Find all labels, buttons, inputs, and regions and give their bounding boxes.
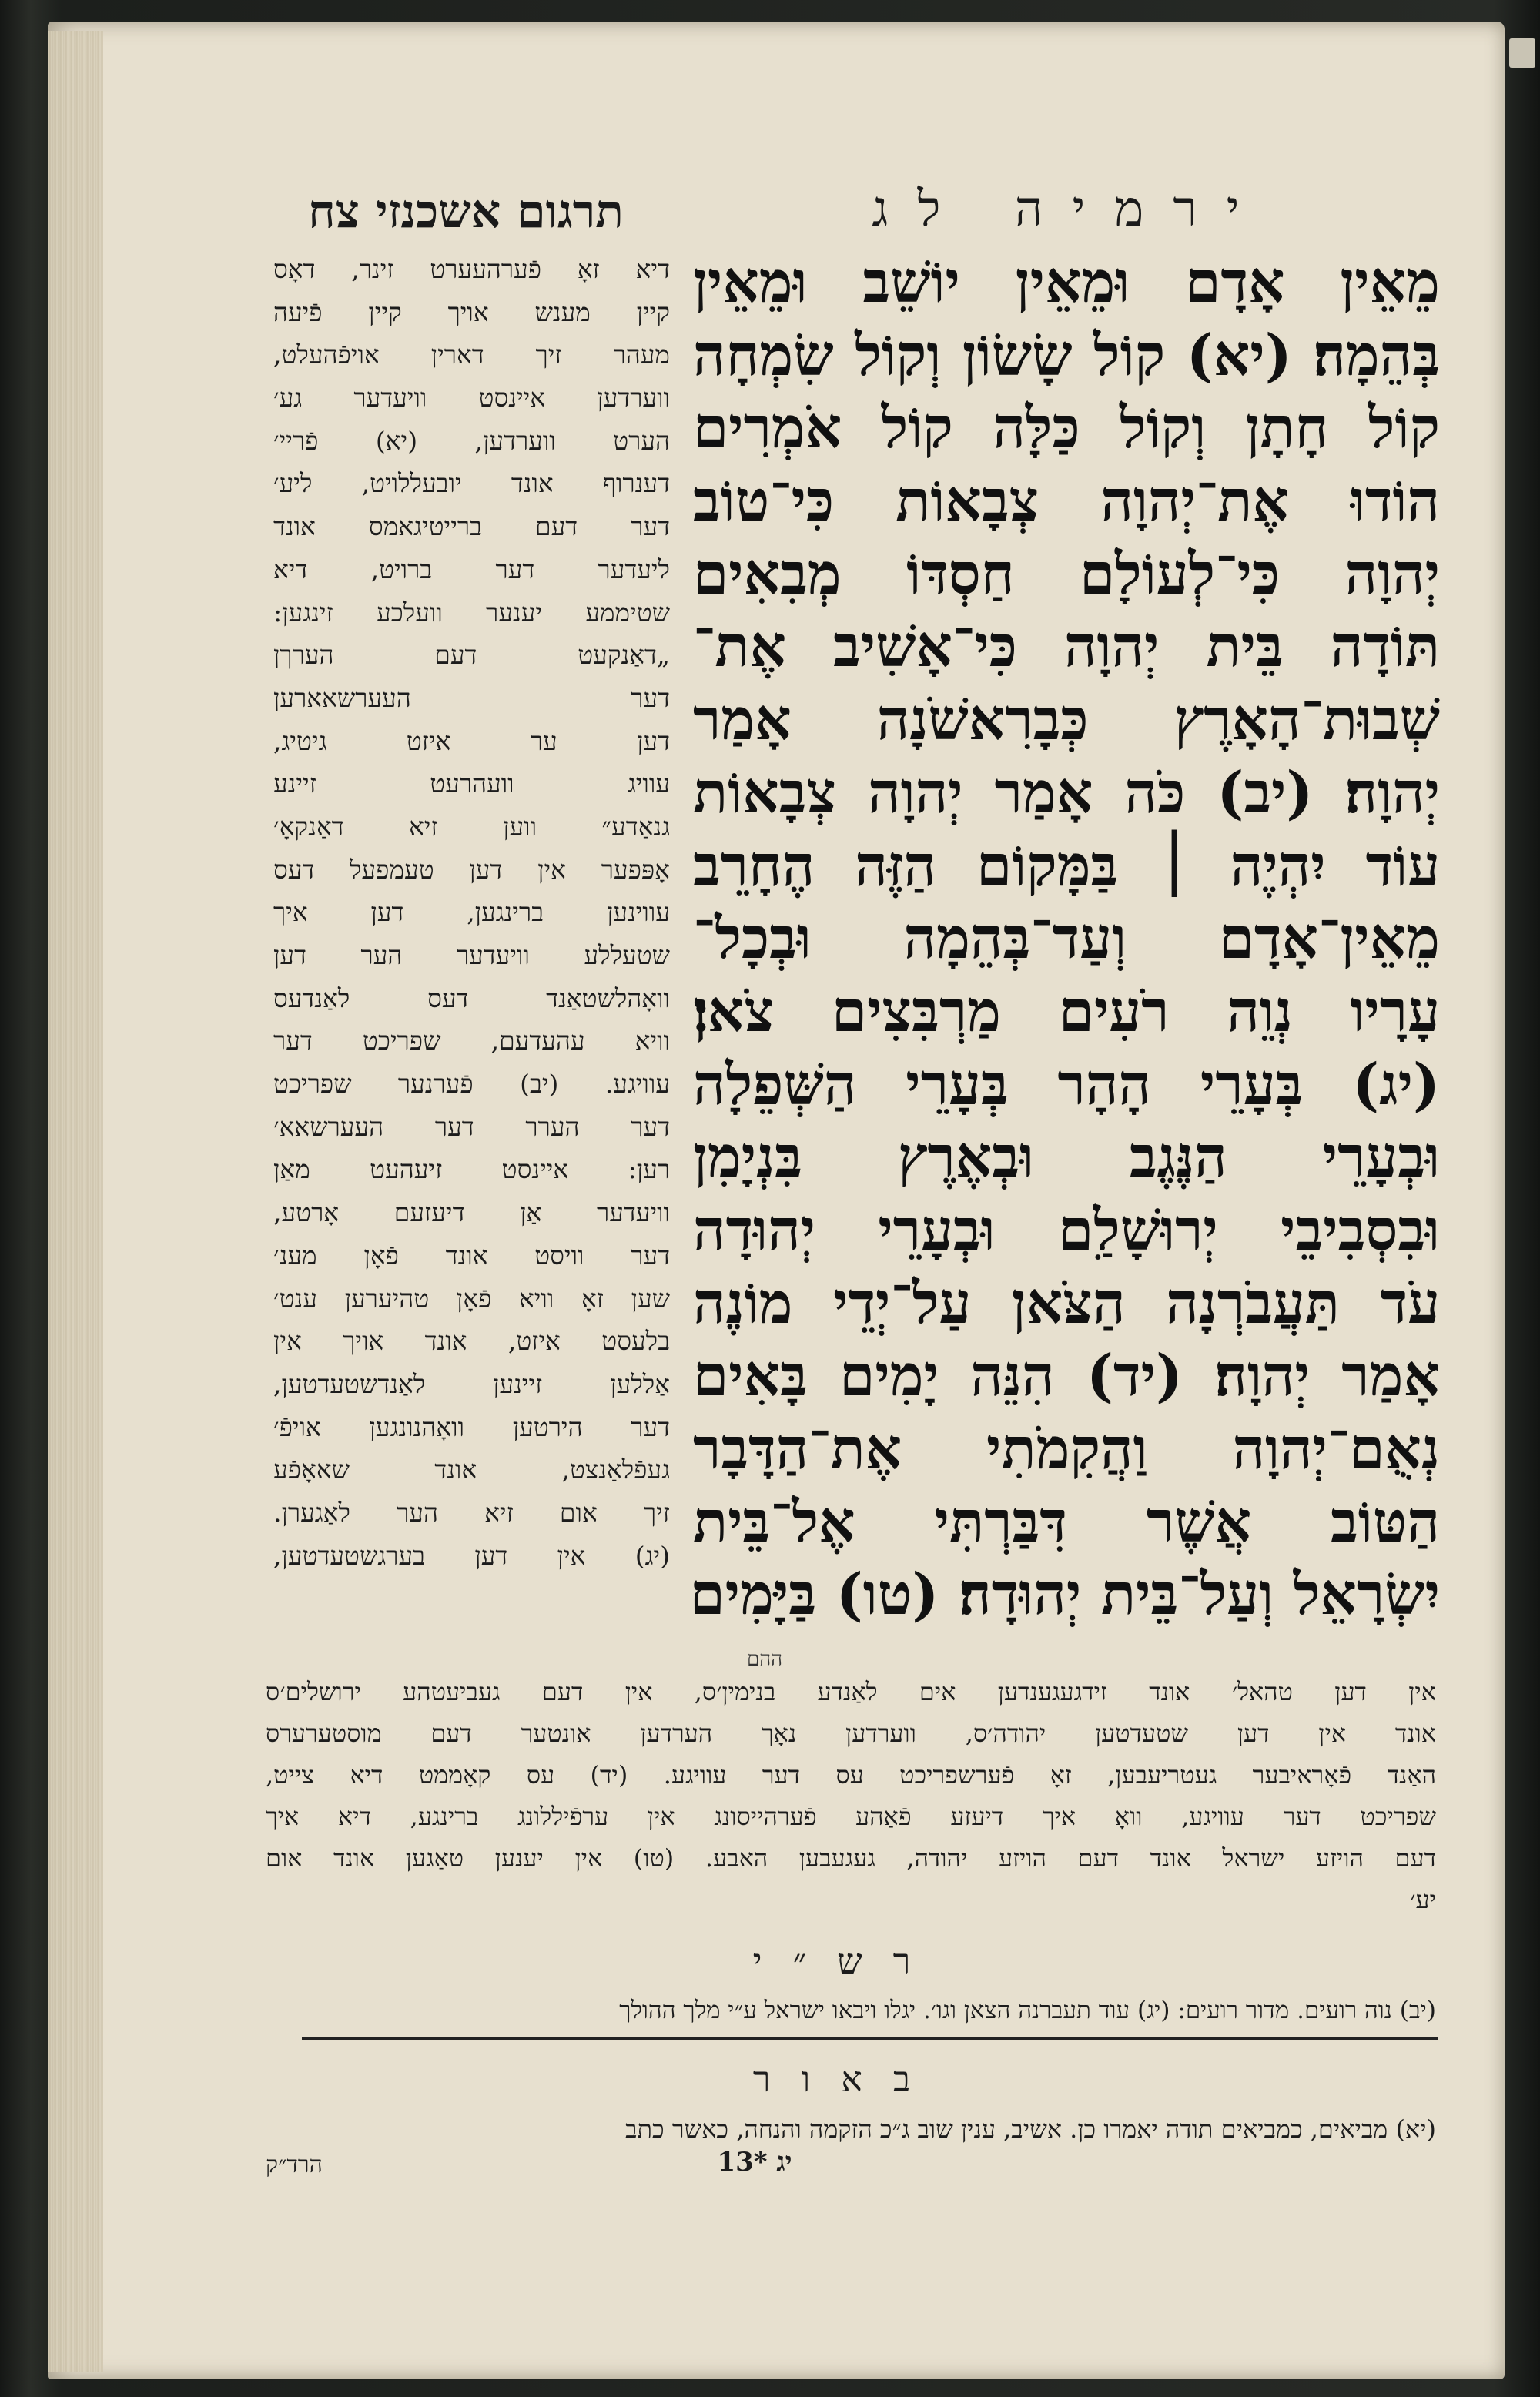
text-line: נְאֻם־יְהוָה וַהֲקִמֹתִי אֶת־הַדָּבָר [693, 1416, 1440, 1482]
translation-line: דער הירטען וואָהנונגען אויפֿ׳ [273, 1411, 670, 1442]
text-line: שְׁבוּת־הָאָרֶץ כְּבָרִאשֹׁנָה אָמַר [693, 687, 1440, 754]
translation-line: וויעדער אַן דיעזעם אָרטע, [273, 1197, 670, 1228]
translation-line: ליעדער דער ברויט, דיא [273, 554, 670, 584]
translation-line: דיא זאָ פֿערהעערט זינר, דאָס [273, 254, 670, 284]
text-line: עָרָיו נְוֵה רֹעִים מַרְבִּצִים צֹאן׃ [693, 978, 1440, 1045]
translation-line: קיין מענש אויך קיין פֿיעה [273, 296, 670, 327]
translation-line: דער וויסט אונד פֿאָן מענ׳ [273, 1240, 670, 1270]
translation-line: דען ער איזט גיטיג, [273, 725, 670, 756]
translation-line: דענרוף אונד יובעללויט, ליע׳ [273, 468, 670, 499]
text-line: אָמַר יְהוָה׃ (יד) הִנֵּה יָמִים בָּאִים [693, 1343, 1440, 1410]
text-line: הוֹדוּ אֶת־יְהוָה צְבָאוֹת כִּי־טוֹב [693, 468, 1440, 535]
translation-line: הערט ווערדען, (יא) פֿריי׳ [273, 425, 670, 456]
translation-line: זיך אום זיא הער לאַגערן. [273, 1497, 670, 1528]
translation-line: עוויגע. (יב) פֿערנער שפריכט [273, 1069, 670, 1100]
translation-line: וויא עהעדעם, שפריכט דער [273, 1026, 670, 1056]
translation-line: אין דען טהאל׳ אונד זידגעגענדען אים לאַנדע בנימין׳ס, אין דעם געביעטהע ירושלים׳ס [266, 1677, 1436, 1706]
printer-signature-mark: יג *13 [717, 2147, 792, 2178]
translation-line: דעם הויזע ישראל אונד דעם הויזע יהודה, געגעבען האבע. (טו) אין יענען טאַגען אונד אום [266, 1843, 1437, 1873]
rashi-heading: רש״י [752, 1940, 942, 1982]
translation-line: רען: איינסט זיעהעט מאַן [273, 1154, 670, 1185]
page-stack-edges [48, 31, 103, 2372]
translation-line: דער הערר דער העערשאא׳ [273, 1111, 670, 1142]
translation-line: אונד אין דען שטעדטען יהודה׳ס, ווערדען נאָך הערדען אונטער דעם מוסטערערס [266, 1719, 1436, 1748]
translation-continuation [266, 1671, 1436, 1920]
catchword: ההם [747, 1648, 783, 1671]
text-line: תּוֹדָה בֵּית יְהוָה כִּי־אָשִׁיב אֶת־ [693, 614, 1440, 681]
translation-line: יע׳ [1410, 1885, 1436, 1914]
text-line: וּבִסְבִיבֵי יְרוּשָׁלִַם וּבְעָרֵי יְהוּדָה [693, 1197, 1440, 1264]
translation-line: וואָהלשטאַנד דעס לאַנדעס [273, 983, 670, 1013]
translation-line: בלעסט איזט, אונד אויך אין [273, 1326, 670, 1357]
translation-line: „דאַנקעט דעם הערךן [273, 640, 670, 671]
translation-line: גנאַדע״ ווען זיא דאַנקאָ׳ [273, 811, 670, 842]
text-line: מֵאֵין־אָדָם וְעַד־בְּהֵמָה וּבְכָל־ [693, 906, 1440, 973]
page-tab [1509, 38, 1535, 68]
translation-line: אָפּפער אין דען טעמפעל דעס [273, 854, 670, 885]
translation-line: אַללען זיינען לאַנדשטעדטען, [273, 1368, 670, 1399]
main-hebrew-text [689, 246, 1440, 1632]
text-line: יִשְׂרָאֵל וְעַל־בֵּית יְהוּדָה׃ (טו) בַּיָּמִים [689, 1562, 1440, 1629]
translation-line: שטיממע יענער וועלכע זינגען: [273, 597, 670, 628]
text-line: הַטּוֹב אֲשֶׁר דִּבַּרְתִּי אֶל־בֵּית [693, 1488, 1440, 1555]
text-line: עוֹד יִהְיֶה ׀ בַּמָּקוֹם הַזֶּה הֶחָרֵב [693, 832, 1440, 899]
translation-line: עווינען ברינגען, דען איך [273, 897, 670, 928]
translation-line: (יג) אין דען בערגשטעדטען, [273, 1540, 670, 1571]
text-line: קוֹל חָתָן וְקוֹל כַּלָּה קוֹל אֹמְרִים [693, 395, 1440, 462]
translation-column [273, 248, 670, 1577]
biur-note-reference: הרד״ק [266, 2151, 323, 2178]
text-line: וּבְעָרֵי הַנֶּגֶב וּבְאֶרֶץ בִּנְיָמִן [693, 1124, 1440, 1191]
translation-line: מעהר זיך דארין אויפֿהעלט, [273, 340, 670, 370]
translation-line: דער דעם ברייטיגאמס אונד [273, 511, 670, 542]
biur-commentary: (יא) מביאים, כמביאים תודה יאמרו כן. אשיב, ענין שוב ג״כ הזקמה והנחה, כאשר כתב [625, 2114, 1436, 2144]
translation-line: עוויג וועהרעט זיינע [273, 768, 670, 799]
text-line: יְהוָה כִּי־לְעוֹלָם חַסְדּוֹ מְבִאִים [693, 541, 1440, 608]
translation-line: שפריכט דער עוויגע, וואָ איך דיעזע פֿאַהע פֿערהייסונג אין ערפֿיללונג ברינגע, דיא איך [266, 1802, 1436, 1831]
text-line: יְהוָה׃ (יב) כֹּה אָמַר יְהוָה צְבָאוֹת [693, 759, 1440, 826]
running-header-translation: תרגום אשכנזי צח [308, 185, 624, 239]
translation-line: געפֿלאַנצט, אונד שאאָפֿע [273, 1455, 670, 1485]
text-line: עֹד תַּעֲבֹרְנָה הַצֹּאן עַל־יְדֵי מוֹנֶה [693, 1270, 1440, 1337]
text-line: (יג) בְּעָרֵי הָהָר בְּעָרֵי הַשְּׁפֵלָה [693, 1051, 1440, 1118]
translation-line: ווערדען איינסט וויעדער גע׳ [273, 383, 670, 413]
running-header-book: ירמיה לג [872, 181, 1269, 238]
rashi-commentary: (יב) נוה רועים. מדור רועים: (יג) עוד תעברנה הצאן וגו׳. יגלו ויבאו ישראל ע״י מלך ההולך [619, 1997, 1436, 2024]
translation-line: שען זאָ וויא פֿאָן טהיערען ענט׳ [273, 1283, 670, 1314]
divider-rule [302, 2037, 1438, 2040]
translation-line: דער העערשאארען [273, 682, 670, 713]
text-line: מֵאֵין אָדָם וּמֵאֵין יוֹשֵׁב וּמֵאֵין [693, 249, 1440, 316]
translation-line: האַנד פֿאָראיבער געטריעבען, זאָ פֿערשפריכט עס דער עוויגע. (יד) עס קאָממט דיא צייט, [266, 1760, 1436, 1789]
biur-heading: באור [752, 2058, 942, 2100]
translation-line: שטעללע וויעדער הער דען [273, 940, 670, 970]
text-line: בְּהֵמָה׃ (יא) קוֹל שָׂשׂוֹן וְקוֹל שִׂמְחָה [693, 322, 1440, 389]
